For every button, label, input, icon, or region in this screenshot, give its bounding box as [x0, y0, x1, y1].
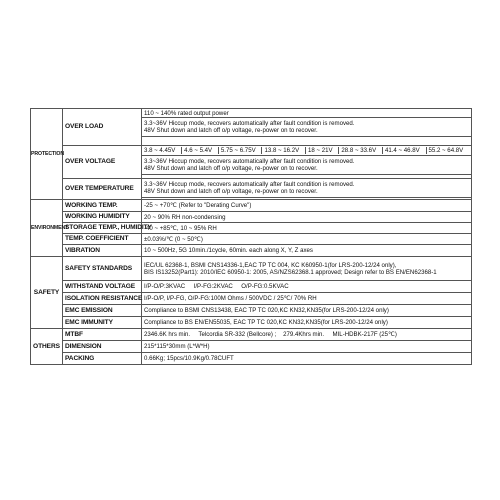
- working-humidity-label: WORKING HUMIDITY: [63, 212, 142, 223]
- dimension-label: DIMENSION: [63, 341, 142, 353]
- emc-immunity-value: Compliance to BS EN/EN55035, EAC TP TC 020,KC KN32,KN35(for LRS-200-12/24 only): [142, 317, 472, 329]
- isolation-resistance-label: ISOLATION RESISTANCE: [63, 293, 142, 305]
- vibration-value: 10 ~ 500Hz, 5G 10min./1cycle, 60min. each along X, Y, Z axes: [142, 245, 472, 257]
- range-cell: 5.75 ~ 6.75V: [218, 147, 262, 154]
- safety-standards-value: IEC/UL 62368-1, BSMI CNS14336-1,EAC TP TC 004, KC K60950-1(for LRS-200-12/24 only), BIS IS13252(Part1): 2010/IEC 60950-1: 2005, AS/NZS62368.1 approved; Design refer to BS EN/EN62368-1: [142, 257, 472, 281]
- range-cell: 13.8 ~ 16.2V: [261, 147, 305, 154]
- table-row: [31, 223, 472, 234]
- spec-table: [30, 108, 472, 365]
- working-temp-value: -25 ~ +70℃ (Refer to "Derating Curve"): [142, 200, 472, 212]
- section-others: OTHERS: [31, 329, 63, 365]
- dimension-value: 215*115*30mm (L*W*H): [142, 341, 472, 353]
- overload-gap: [142, 137, 472, 146]
- temp-coefficient-value: ±0.03%/℃ (0 ~ 50℃): [142, 234, 472, 245]
- section-protection: PROTECTION: [31, 109, 63, 200]
- withstand-voltage-label: WITHSTAND VOLTAGE: [63, 281, 142, 293]
- table-row: [31, 109, 472, 118]
- section-safety: SAFETY: [31, 257, 63, 329]
- overvoltage-desc: 3.3~36V Hiccup mode, recovers automatically after fault condition is removed. 48V Shut down and latch off o/p voltage, re-power on to recover.: [142, 156, 472, 175]
- overtemp-desc: 3.3~36V Hiccup mode, recovers automatically after fault condition is removed. 48V Shut down and latch off o/p voltage, re-power on to recover.: [142, 179, 472, 198]
- table-row: [31, 281, 472, 293]
- table-row: [31, 293, 472, 305]
- range-cell: 4.6 ~ 5.4V: [181, 147, 218, 154]
- range-cell: 18 ~ 21V: [305, 147, 338, 154]
- range-cell: 55.2 ~ 64.8V: [426, 147, 470, 154]
- table-row: [31, 341, 472, 353]
- mtbf-label: MTBF: [63, 329, 142, 341]
- table-row: [31, 305, 472, 317]
- section-environment: ENVIRONMENT: [31, 200, 63, 257]
- table-row: [31, 257, 472, 281]
- emc-emission-label: EMC EMISSION: [63, 305, 142, 317]
- storage-temp-label: STORAGE TEMP., HUMIDITY: [63, 223, 142, 234]
- range-cell: 3.8 ~ 4.45V: [144, 147, 176, 155]
- packing-label: PACKING: [63, 353, 142, 365]
- overload-desc: 3.3~36V Hiccup mode, recovers automatically after fault condition is removed. 48V Shut down and latch off o/p voltage, re-power on to recover.: [142, 118, 472, 137]
- vibration-label: VIBRATION: [63, 245, 142, 257]
- table-row: [31, 329, 472, 341]
- mtbf-value: 2346.6K hrs min. Telcordia SR-332 (Bellcore) ; 279.4Khrs min. MIL-HDBK-217F (25℃): [142, 329, 472, 341]
- table-row: [31, 146, 472, 156]
- working-temp-label: WORKING TEMP.: [63, 200, 142, 212]
- working-humidity-value: 20 ~ 90% RH non-condensing: [142, 212, 472, 223]
- overload-label: OVER LOAD: [63, 109, 142, 146]
- table-row: [31, 245, 472, 257]
- packing-value: 0.66Kg; 15pcs/10.9Kg/0.78CUFT: [142, 353, 472, 365]
- overtemp-label: OVER TEMPERATURE: [63, 179, 142, 200]
- emc-immunity-label: EMC IMMUNITY: [63, 317, 142, 329]
- withstand-voltage-value: I/P-O/P:3KVAC I/P-FG:2KVAC O/P-FG:0.5KVAC: [142, 281, 472, 293]
- table-row: [31, 200, 472, 212]
- table-row: [31, 234, 472, 245]
- safety-standards-label: SAFETY STANDARDS: [63, 257, 142, 281]
- table-row: [31, 353, 472, 365]
- emc-emission-value: Compliance to BSMI CNS13438, EAC TP TC 020,KC KN32,KN35(for LRS-200-12/24 only): [142, 305, 472, 317]
- range-cell: 41.4 ~ 46.8V: [382, 147, 426, 154]
- overload-note: 110 ~ 140% rated output power: [142, 109, 472, 118]
- temp-coefficient-label: TEMP. COEFFICIENT: [63, 234, 142, 245]
- table-row: [31, 179, 472, 198]
- overvoltage-label: OVER VOLTAGE: [63, 146, 142, 179]
- table-row: [31, 317, 472, 329]
- isolation-resistance-value: I/P-O/P, I/P-FG, O/P-FG:100M Ohms / 500VDC / 25℃/ 70% RH: [142, 293, 472, 305]
- range-cell: 28.8 ~ 33.6V: [338, 147, 382, 154]
- table-row: [31, 212, 472, 223]
- voltage-ranges: [142, 146, 472, 156]
- storage-temp-value: -40 ~ +85℃, 10 ~ 95% RH: [142, 223, 472, 234]
